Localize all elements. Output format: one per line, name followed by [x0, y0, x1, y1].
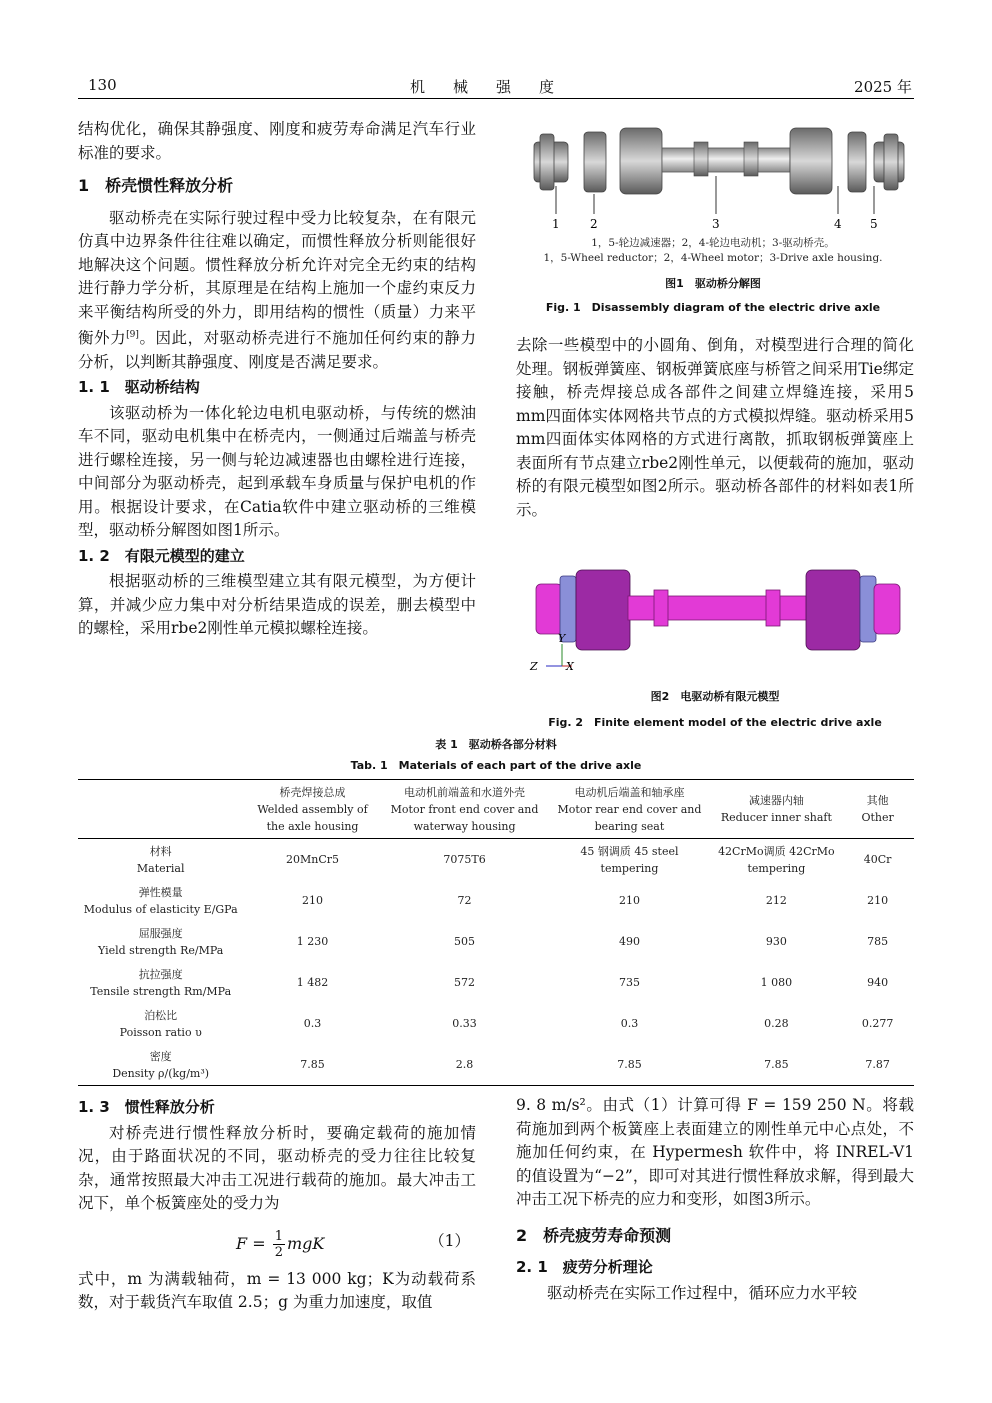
issue-year: 2025 年 [854, 78, 912, 96]
figure-2 [516, 566, 914, 729]
table-row [78, 880, 914, 921]
table-cell: 0.277 [861, 1017, 894, 1030]
right-paragraph-1: 去除一些模型中的小圆角、倒角，对模型进行合理的简化处理。钢板弹簧座、钢板弹簧底座与桥管之间采用Tie绑定接触，桥壳焊接总成各部件之间建立焊缝连接，采用5 mm四面体实体网格共节点的方式模拟焊缝。驱动桥采用5 mm四面体实体网格的方式进行离散，抓取钢板弹簧座上表面所有节点建立rbe2刚性单元，以便载荷的施加，驱动桥的有限元模型如图2所示。驱动桥各部件的材料如表1所示。 [516, 336, 914, 519]
table1-caption-cn: 表 1 驱动桥各部分材料 [435, 738, 557, 751]
running-header [78, 76, 914, 99]
table-cell: 735 [618, 976, 640, 989]
table-cell: 1 482 [296, 976, 329, 989]
left-column-top [78, 118, 476, 641]
fig1-caption-cn: 图1 驱动桥分解图 [665, 277, 761, 290]
section-1-3-heading: 1. 3 惯性释放分析 [78, 1098, 215, 1116]
table-cell: 20MnCr5 [286, 853, 340, 866]
table-header-row [78, 780, 914, 839]
section-1-heading: 1 桥壳惯性释放分析 [78, 176, 234, 195]
header-col-3: 电动机后端盖和轴承座 Motor rear end cover and bearing seat [547, 780, 711, 839]
table-cell: 0.3 [303, 1017, 322, 1030]
axle-exploded-drawing [512, 120, 914, 232]
row-label: 泊松比 Poisson ratio υ [119, 1008, 202, 1039]
intro-paragraph: 结构优化，确保其静强度、刚度和疲劳寿命满足汽车行业标准的要求。 [78, 120, 476, 162]
row-label: 材料 Material [136, 844, 185, 875]
table1-caption-en: Tab. 1 Materials of each part of the drive axle [350, 759, 642, 772]
table-cell: 2.8 [382, 1044, 548, 1086]
section-1-1-heading: 1. 1 驱动桥结构 [78, 378, 200, 397]
axis-x-label: X [566, 660, 574, 673]
fe-motor-left [576, 570, 630, 650]
table-cell: 42CrMo调质 42CrMo tempering [718, 844, 835, 875]
row-label: 屈服强度 Yield strength Re/MPa [98, 926, 224, 957]
fe-hub-right [874, 584, 900, 634]
table-cell: 7.85 [243, 1044, 381, 1086]
table-cell: 40Cr [863, 853, 892, 866]
table-cell: 572 [454, 976, 476, 989]
right-column-bottom [516, 1094, 914, 1305]
table-cell: 1 080 [760, 976, 793, 989]
table-cell: 72 [457, 894, 472, 907]
section-2-1-heading: 2. 1 疲劳分析理论 [516, 1258, 653, 1276]
table-cell: 7075T6 [443, 853, 486, 866]
table-cell: 210 [867, 894, 889, 907]
label-2: 2 [590, 217, 598, 231]
table-cell: 7.87 [841, 1044, 914, 1086]
label-3: 3 [712, 217, 720, 231]
table-cell: 0.33 [452, 1017, 477, 1030]
fe-spring-seat-left [654, 590, 668, 626]
left-column-bottom [78, 1094, 476, 1315]
table-cell: 785 [867, 935, 889, 948]
table-cell: 1 230 [296, 935, 329, 948]
section-2-heading: 2 桥壳疲劳寿命预测 [516, 1225, 672, 1245]
section-1-paragraph: 驱动桥壳在实际行驶过程中受力比较复杂，在有限元仿真中边界条件往往难以确定，而惯性释放分析则能很好地解决这个问题。惯性释放分析允许对完全无约束的结构进行静力学分析，其原理是在结构上施加一个虚约束反力来平衡结构所受的外力，即用结构的惯性（质量）力来平衡外力[9]。因此，对驱动桥壳进行不施加任何约束的静力分析，以判断其静强度、刚度是否满足要求。 [78, 208, 476, 371]
label-5: 5 [870, 217, 878, 231]
label-1: 1 [552, 217, 560, 231]
materials-table [78, 779, 914, 1086]
table-cell: 930 [765, 935, 787, 948]
fe-motor-right [806, 570, 860, 650]
table-cell: 490 [618, 935, 640, 948]
fe-hub-left [536, 584, 562, 634]
fig1-legend-en: 1，5-Wheel reductor；2，4-Wheel motor；3-Drive axle housing. [543, 252, 883, 264]
table-cell: 7.85 [547, 1044, 711, 1086]
fig2-caption-cn: 图2 电驱动桥有限元模型 [650, 690, 780, 703]
axis-z-label: Z [530, 660, 538, 673]
journal-name: 机械强度 [409, 78, 582, 96]
section-2-1-paragraph: 驱动桥壳在实际工作过程中，循环应力水平较 [547, 1283, 858, 1302]
section-1-2-paragraph: 根据驱动桥的三维模型建立其有限元模型，为方便计算，并减少应力集中对分析结果造成的误差，删去模型中的螺栓，采用rbe2刚性单元模拟螺栓连接。 [78, 572, 476, 638]
table-cell: 940 [867, 976, 889, 989]
citation-ref: [9] [126, 330, 139, 340]
table-cell: 0.3 [620, 1017, 639, 1030]
row-label: 抗拉强度 Tensile strength Rm/MPa [90, 967, 232, 998]
header-col-5: 其他 Other [841, 780, 914, 839]
table-cell: 505 [454, 935, 476, 948]
section-1-2-heading: 1. 2 有限元模型的建立 [78, 546, 245, 565]
table-row [78, 839, 914, 881]
table-cell: 45 钢调质 45 steel tempering [580, 844, 679, 875]
label-4: 4 [834, 217, 842, 231]
equation-explanation: 式中，m 为满载轴荷，m = 13 000 kg；K为动载荷系数，对于载货汽车取值 2.5；g 为重力加速度，取值 [78, 1269, 476, 1311]
equation-number: （1） [429, 1231, 470, 1250]
fe-spring-seat-right [766, 590, 780, 626]
table-row [78, 962, 914, 1003]
header-col-1: 桥壳焊接总成 Welded assembly of the axle housing [243, 780, 381, 839]
header-empty [78, 780, 243, 839]
table-cell: 0.28 [764, 1017, 789, 1030]
table-cell: 212 [765, 894, 787, 907]
axis-y-label: Y [558, 632, 566, 645]
row-label: 弹性模量 Modulus of elasticity E/GPa [83, 885, 238, 916]
fe-model-drawing [516, 566, 914, 676]
equation-1: F = $\frac{1}{2}$ mgK （1） [236, 1228, 470, 1260]
table-cell: 7.85 [712, 1044, 842, 1086]
row-label: 密度 Density ρ/(kg/m³) [78, 1044, 243, 1086]
figure-1 [512, 120, 914, 316]
fig2-caption-en: Fig. 2 Finite element model of the electric drive axle [548, 716, 882, 729]
header-col-2: 电动机前端盖和水道外壳 Motor front end cover and waterway housing [382, 780, 548, 839]
page-number: 130 [88, 76, 117, 94]
table-row [78, 921, 914, 962]
section-1-1-paragraph: 该驱动桥为一体化轮边电机电驱动桥，与传统的燃油车不同，驱动电机集中在桥壳内，一侧通过后端盖与桥壳进行螺栓连接，另一侧与轮边减速器也由螺栓进行连接，中间部分为驱动桥壳，起到承载车身质量与保护电机的作用。根据设计要求，在Catia软件中建立驱动桥的三维模型，驱动桥分解图如图1所示。 [78, 403, 476, 540]
right-column-top [516, 334, 914, 522]
table-cell: 210 [618, 894, 640, 907]
section-1-3-paragraph: 对桥壳进行惯性释放分析时，要确定载荷的施加情况，由于路面状况的不同，驱动桥壳的受力往往比较复杂，通常按照最大冲击工况进行载荷的施加。最大冲击工况下，单个板簧座处的受力为 [78, 1123, 476, 1212]
header-col-4: 减速器内轴 Reducer inner shaft [712, 780, 842, 839]
table-row [78, 1003, 914, 1044]
fig1-caption-en: Fig. 1 Disassembly diagram of the electric drive axle [545, 301, 881, 314]
fig1-legend-cn: 1，5-轮边减速器；2，4-轮边电动机；3-驱动桥壳。 [591, 237, 835, 249]
right-paragraph-2: 9. 8 m/s²。由式（1）计算可得 F = 159 250 N。将载荷施加到两个板簧座上表面建立的刚性单元中心点处，不施加任何约束，在 Hypermesh 软件中，将 INREL-V1 的值设置为“−2”，即可对其进行惯性释放求解，得到最大冲击工况下桥壳的应力和变形，如图3所示。 [516, 1096, 914, 1208]
fe-hub-flange-right [860, 576, 876, 642]
table-cell: 210 [302, 894, 324, 907]
table-row [78, 1044, 914, 1086]
